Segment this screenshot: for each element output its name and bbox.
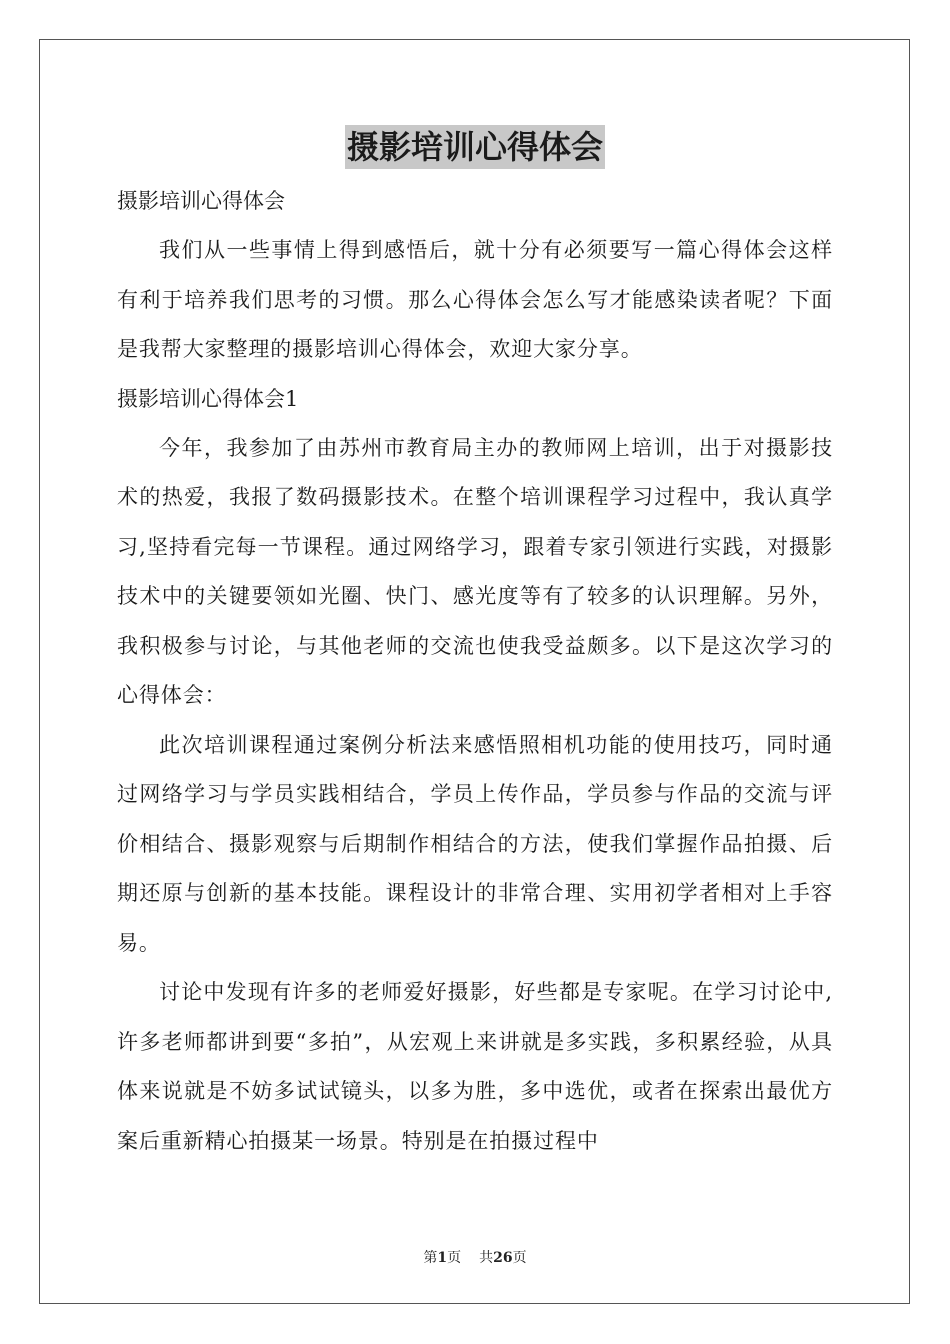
document-title: 摄影培训心得体会: [345, 125, 605, 169]
document-subtitle: 摄影培训心得体会: [117, 189, 285, 213]
title-container: [117, 125, 833, 175]
footer-total-suffix: 页: [512, 1250, 527, 1266]
body-paragraph-2: 此次培训课程通过案例分析法来感悟照相机功能的使用技巧，同时通过网络学习与学员实践相结合，学员上传作品，学员参与作品的交流与评价相结合、摄影观察与后期制作相结合的方法，使我们掌握作品拍摄、后期还原与创新的基本技能。课程设计的非常合理、实用初学者相对上手容易。: [117, 732, 833, 955]
body-paragraph-3: 讨论中发现有许多的老师爱好摄影，好些都是专家呢。在学习讨论中,许多老师都讲到要“多拍”，从宏观上来讲就是多实践，多积累经验，从具体来说就是不妨多试试镜头，以多为胜，多中选优，或者在探索出最优方案后重新精心拍摄某一场景。特别是在拍摄过程中: [117, 980, 833, 1153]
footer-page-suffix: 页: [447, 1250, 462, 1266]
body-paragraph-1: 今年，我参加了由苏州市教育局主办的教师网上培训，出于对摄影技术的热爱，我报了数码摄影技术。在整个培训课程学习过程中，我认真学习,坚持看完每一节课程。通过网络学习，跟着专家引领进行实践，对摄影技术中的关键要领如光圈、快门、感光度等有了较多的认识理解。另外，我积极参与讨论，与其他老师的交流也使我受益颇多。以下是这次学习的心得体会：: [117, 435, 833, 707]
footer-page-prefix: 第: [423, 1250, 438, 1266]
section-heading: 摄影培训心得体会1: [117, 386, 299, 411]
footer-page-number: 1: [437, 1250, 448, 1266]
footer-total-prefix: 共: [479, 1250, 494, 1266]
page-footer: [0, 1248, 950, 1268]
document-body: [117, 125, 833, 1166]
intro-paragraph: 我们从一些事情上得到感悟后，就十分有必须要写一篇心得体会这样有利于培养我们思考的习惯。那么心得体会怎么写才能感染读者呢？下面是我帮大家整理的摄影培训心得体会，欢迎大家分享。: [117, 238, 833, 361]
footer-total-pages: 26: [493, 1250, 513, 1266]
